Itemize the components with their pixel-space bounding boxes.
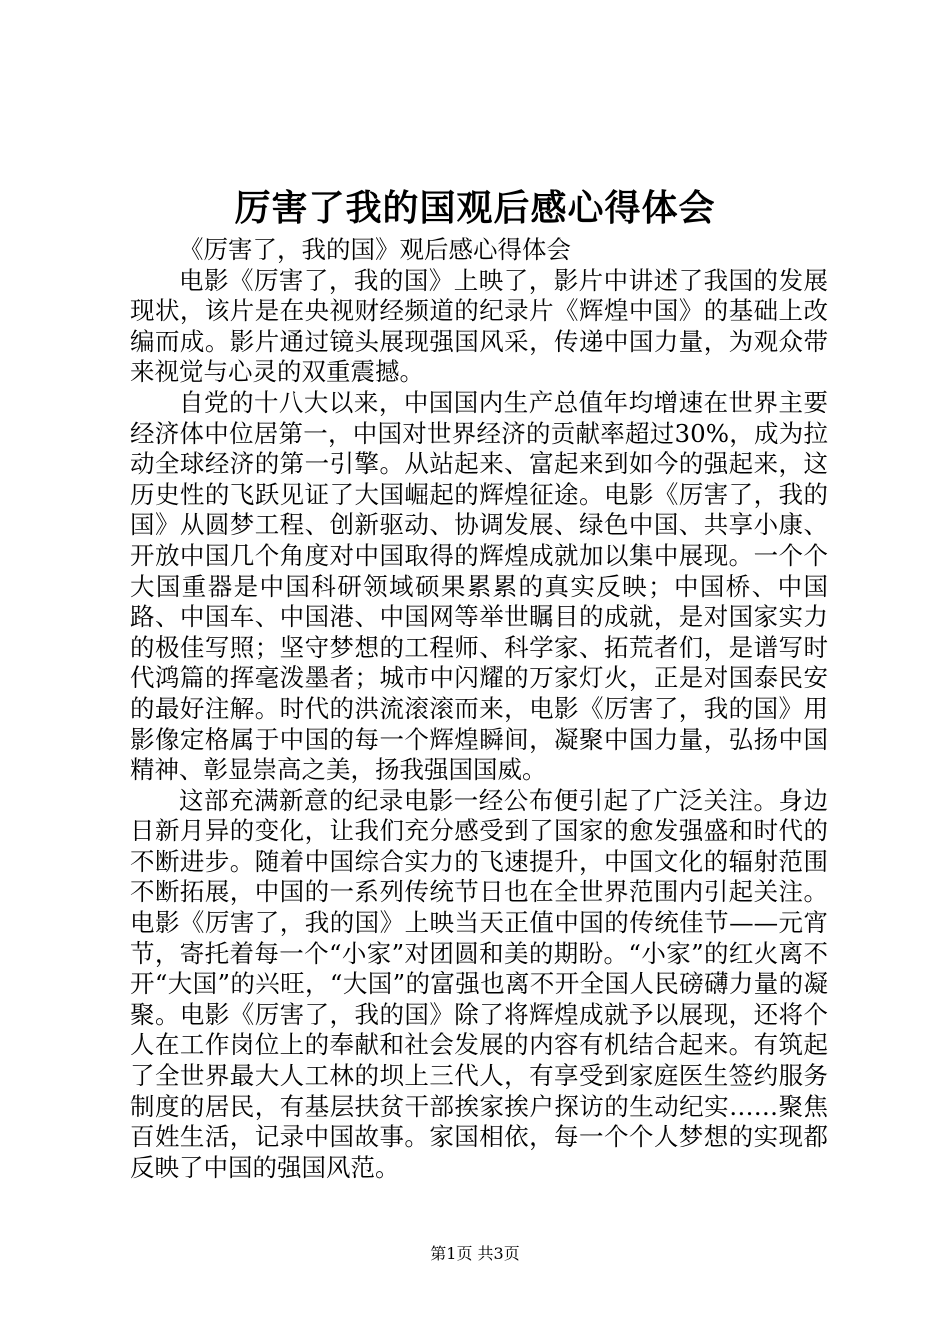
body-paragraph: 电影《厉害了，我的国》上映了，影片中讲述了我国的发展现状，该片是在央视财经频道的纪录片《辉煌中国》的基础上改编而成。影片通过镜头展现强国风采，传递中国力量，为观众带来视觉与心灵的双重震撼。 xyxy=(130,265,828,387)
document-body xyxy=(130,235,828,1183)
document-title: 厉害了我的国观后感心得体会 xyxy=(234,187,716,229)
page-number-footer: 第1页 共3页 xyxy=(430,1244,520,1263)
body-paragraph: 这部充满新意的纪录电影一经公布便引起了广泛关注。身边日新月异的变化，让我们充分感受到了国家的愈发强盛和时代的不断进步。随着中国综合实力的飞速提升，中国文化的辐射范围不断拓展，中国的一系列传统节日也在全世界范围内引起关注。电影《厉害了，我的国》上映当天正值中国的传统佳节——元宵节，寄托着每一个“小家”对团圆和美的期盼。“小家”的红火离不开“大国”的兴旺，“大国”的富强也离不开全国人民磅礴力量的凝聚。电影《厉害了，我的国》除了将辉煌成就予以展现，还将个人在工作岗位上的奉献和社会发展的内容有机结合起来。有筑起了全世界最大人工林的坝上三代人，有享受到家庭医生签约服务制度的居民，有基层扶贫干部挨家挨户探访的生动纪实……聚焦百姓生活，记录中国故事。家国相依，每一个个人梦想的实现都反映了中国的强国风范。 xyxy=(130,785,828,1182)
subtitle-paragraph: 《厉害了，我的国》观后感心得体会 xyxy=(179,235,571,264)
body-paragraph: 自党的十八大以来，中国国内生产总值年均增速在世界主要经济体中位居第一，中国对世界经济的贡献率超过30%，成为拉动全球经济的第一引擎。从站起来、富起来到如今的强起来，这历史性的飞跃见证了大国崛起的辉煌征途。电影《厉害了，我的国》从圆梦工程、创新驱动、协调发展、绿色中国、共享小康、开放中国几个角度对中国取得的辉煌成就加以集中展现。一个个大国重器是中国科研领域硕果累累的真实反映；中国桥、中国路、中国车、中国港、中国网等举世瞩目的成就，是对国家实力的极佳写照；坚守梦想的工程师、科学家、拓荒者们，是谱写时代鸿篇的挥毫泼墨者；城市中闪耀的万家灯火，正是对国泰民安的最好注解。时代的洪流滚滚而来，电影《厉害了，我的国》用影像定格属于中国的每一个辉煌瞬间，凝聚中国力量，弘扬中国精神、彰显崇高之美，扬我强国国威。 xyxy=(130,387,828,785)
